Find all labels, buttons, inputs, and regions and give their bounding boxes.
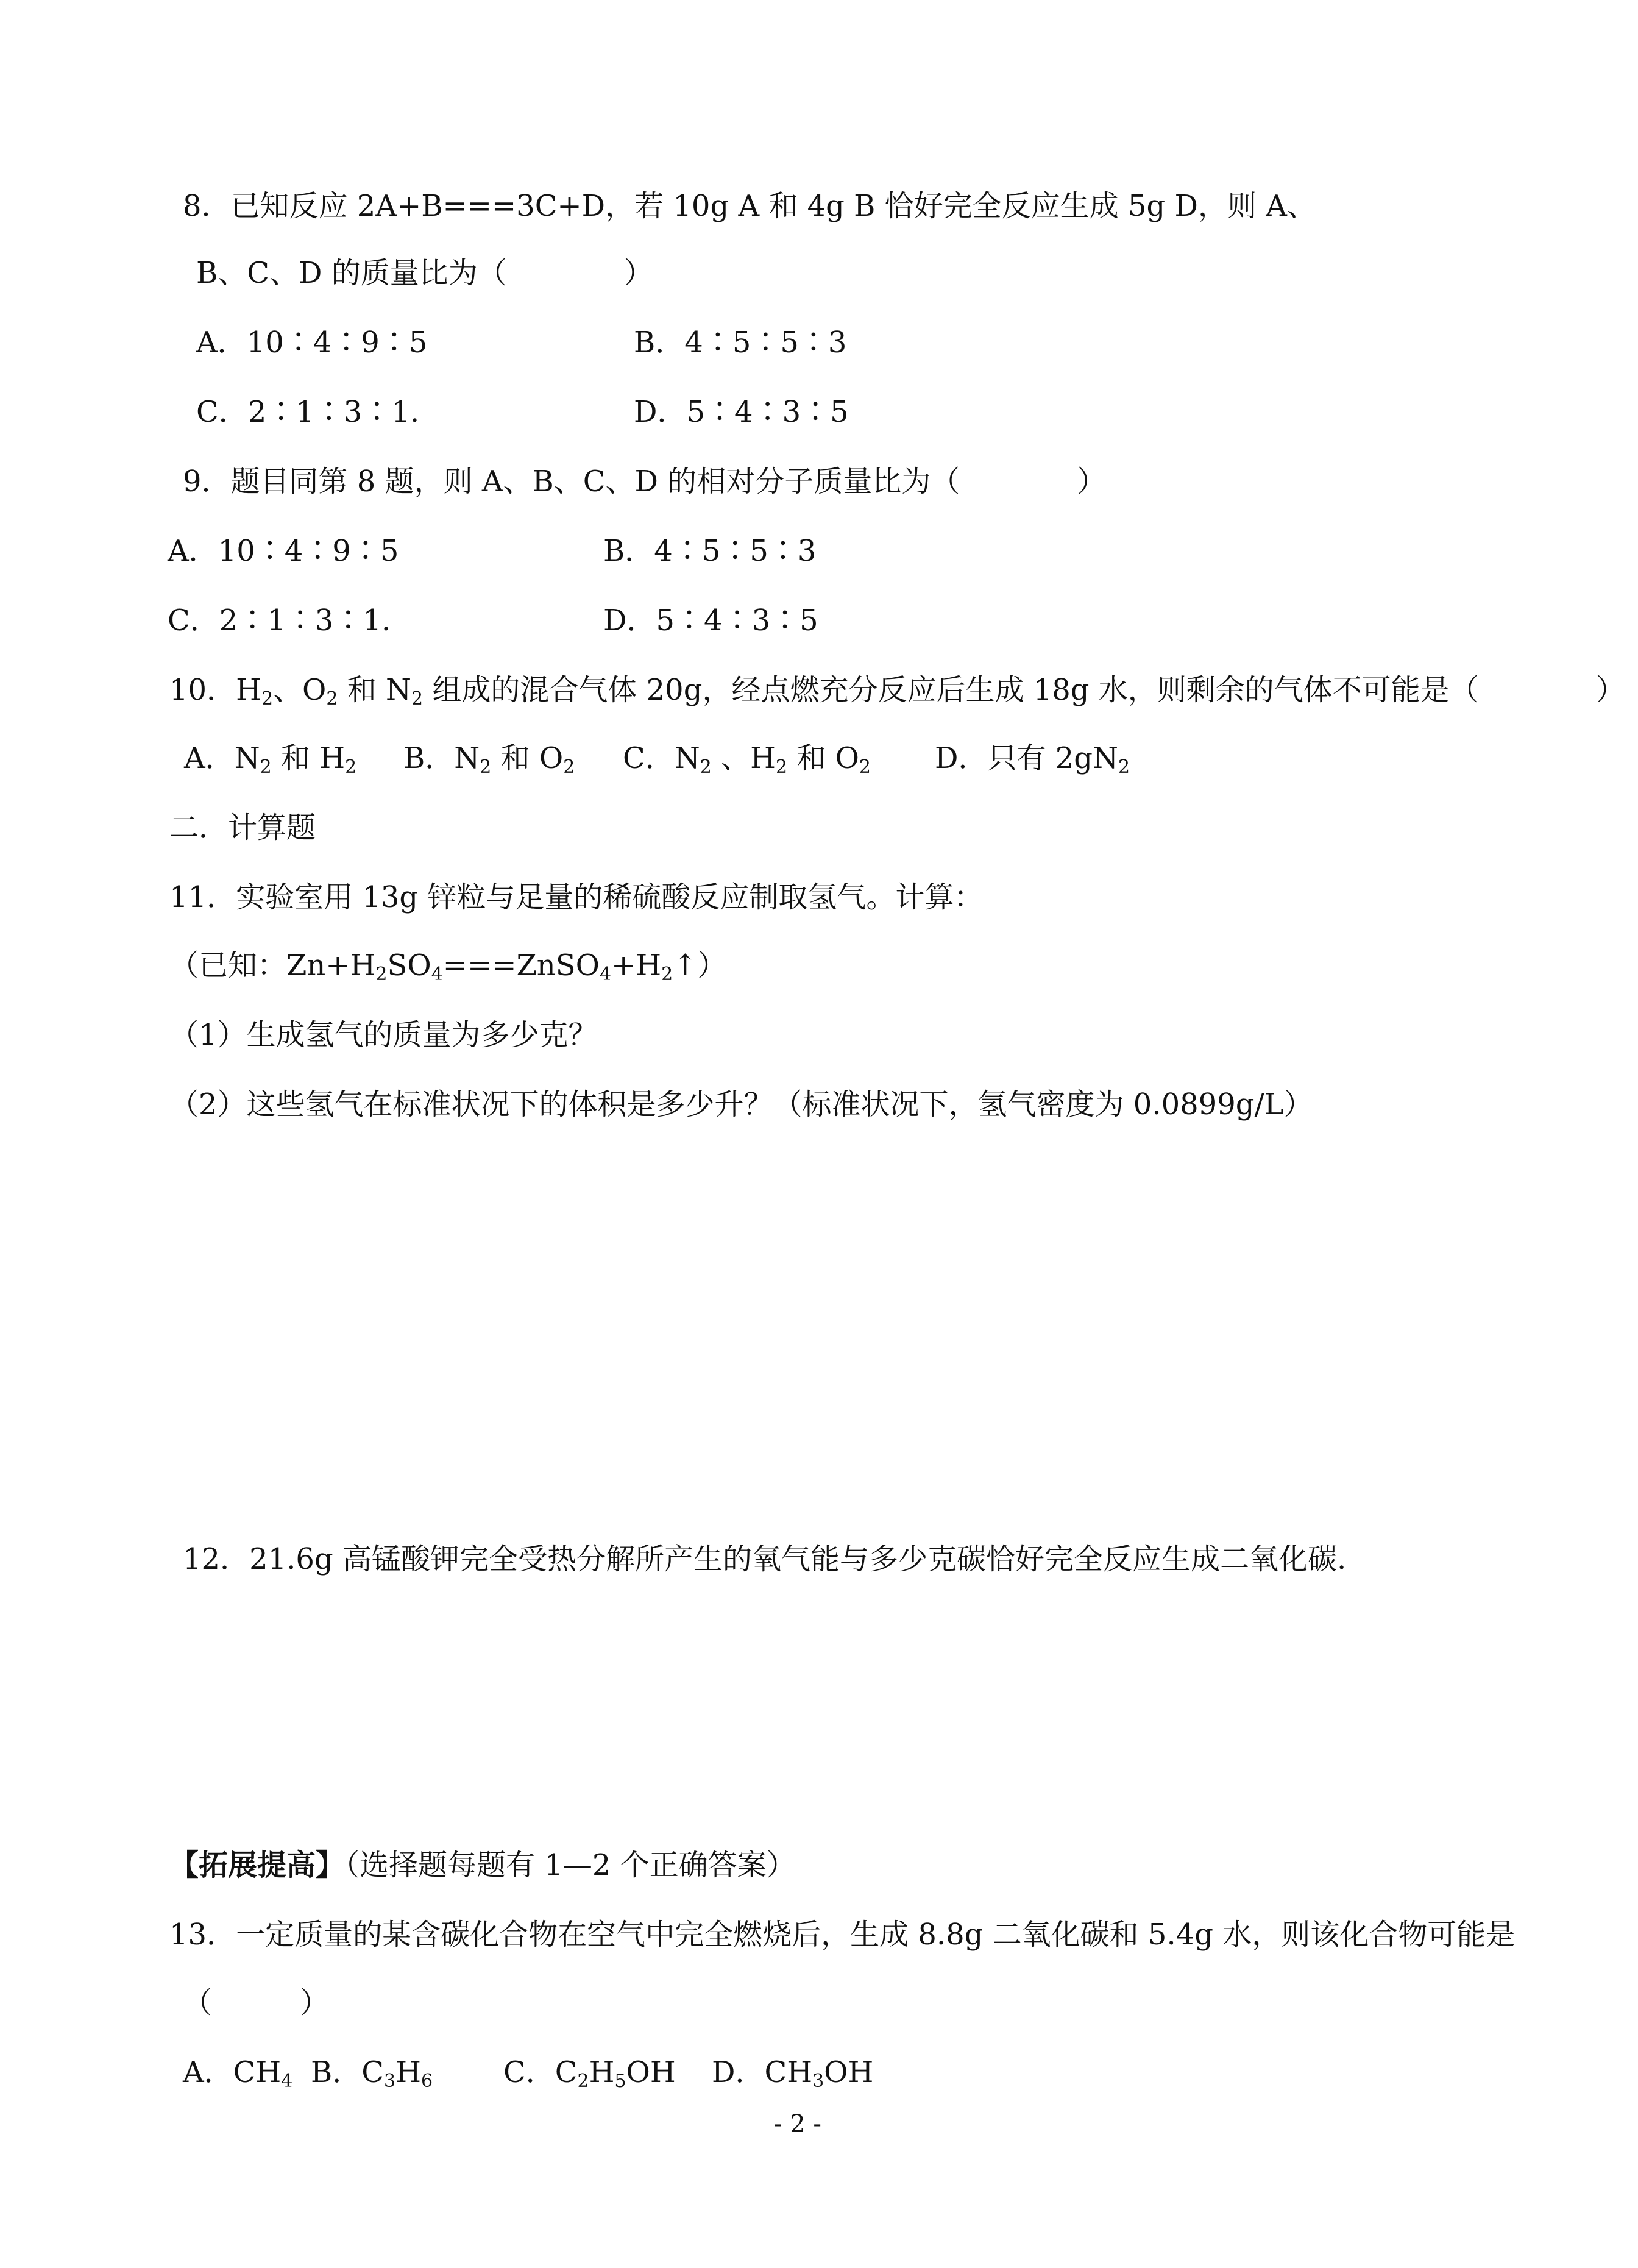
q9-option-d: D．5∶4∶3∶5 bbox=[603, 603, 818, 638]
q11-subquestion-2: （2）这些氢气在标准状况下的体积是多少升？（标准状况下，氢气密度为 0.0899g/L） bbox=[169, 1087, 1313, 1122]
extension-heading bbox=[169, 1847, 796, 1883]
q9-stem: 9．题目同第 8 题，则 A、B、C、D 的相对分子质量比为（ ） bbox=[183, 464, 1107, 499]
q11-stem: 11．实验室用 13g 锌粒与足量的稀硫酸反应制取氢气。计算： bbox=[169, 880, 984, 914]
extension-title: 【拓展提高】 bbox=[169, 1848, 346, 1882]
q8-option-b: B．4∶5∶5∶3 bbox=[634, 325, 847, 360]
q8-option-c: C．2∶1∶3∶1. bbox=[196, 395, 420, 429]
q13-stem: 13．一定质量的某含碳化合物在空气中完全燃烧后，生成 8.8g 二氧化碳和 5.4g 水，则该化合物可能是 bbox=[169, 1918, 1516, 1952]
q9-option-b: B．4∶5∶5∶3 bbox=[603, 534, 817, 568]
q13-option-d: D．$CH_3OH$ bbox=[712, 2055, 874, 2092]
q11-known-equation: （已知：$Zn+H_2SO_4===ZnSO_4+H_2↑$） bbox=[169, 948, 727, 985]
q12-stem: 12．21.6g 高锰酸钾完全受热分解所产生的氧气能与多少克碳恰好完全反应生成二氧化碳. bbox=[183, 1542, 1347, 1576]
q8-stem-line1: 8．已知反应 2A+B===3C+D，若 10g A 和 4g B 恰好完全反应生成 5g D，则 A、 bbox=[183, 189, 1316, 223]
q9-option-c: C．2∶1∶3∶1. bbox=[168, 603, 391, 638]
q11-subquestion-1: （1）生成氢气的质量为多少克？ bbox=[169, 1018, 598, 1052]
q13-option-a: A．$CH_4$ bbox=[183, 2055, 293, 2092]
q10-stem: 10．$H_2$、$O_2$ 和 $N_2$ 组成的混合气体 20g，经点燃充分反应后生成 18g 水，则剩余的气体不可能是（ ） bbox=[169, 673, 1625, 709]
q8-stem-line2: B、C、D 的质量比为（ ） bbox=[196, 256, 653, 290]
q10-option-d: D．只有 $2gN_2$ bbox=[935, 741, 1130, 778]
q10-option-a: A．$N_2$ 和 $H_2$ bbox=[184, 741, 357, 778]
section-title-calculation: 二．计算题 bbox=[169, 811, 316, 845]
q13-answer-blank: （ ） bbox=[183, 1986, 330, 2020]
page-number: - 2 - bbox=[774, 2110, 821, 2138]
q10-option-b: B．$N_2$ 和 $O_2$ bbox=[403, 741, 575, 778]
q13-option-c: C．$C_2H_5OH$ bbox=[503, 2055, 676, 2092]
q8-option-d: D．5∶4∶3∶5 bbox=[634, 395, 849, 429]
extension-note: （选择题每题有 1—2 个正确答案） bbox=[345, 1848, 796, 1882]
q10-option-c: C．$N_2$ 、$H_2$ 和 $O_2$ bbox=[623, 741, 871, 778]
q9-option-a: A．10∶4∶9∶5 bbox=[168, 534, 399, 568]
q13-option-b: B．$C_3H_6$ bbox=[311, 2055, 433, 2092]
q8-option-a: A．10∶4∶9∶5 bbox=[196, 325, 428, 360]
